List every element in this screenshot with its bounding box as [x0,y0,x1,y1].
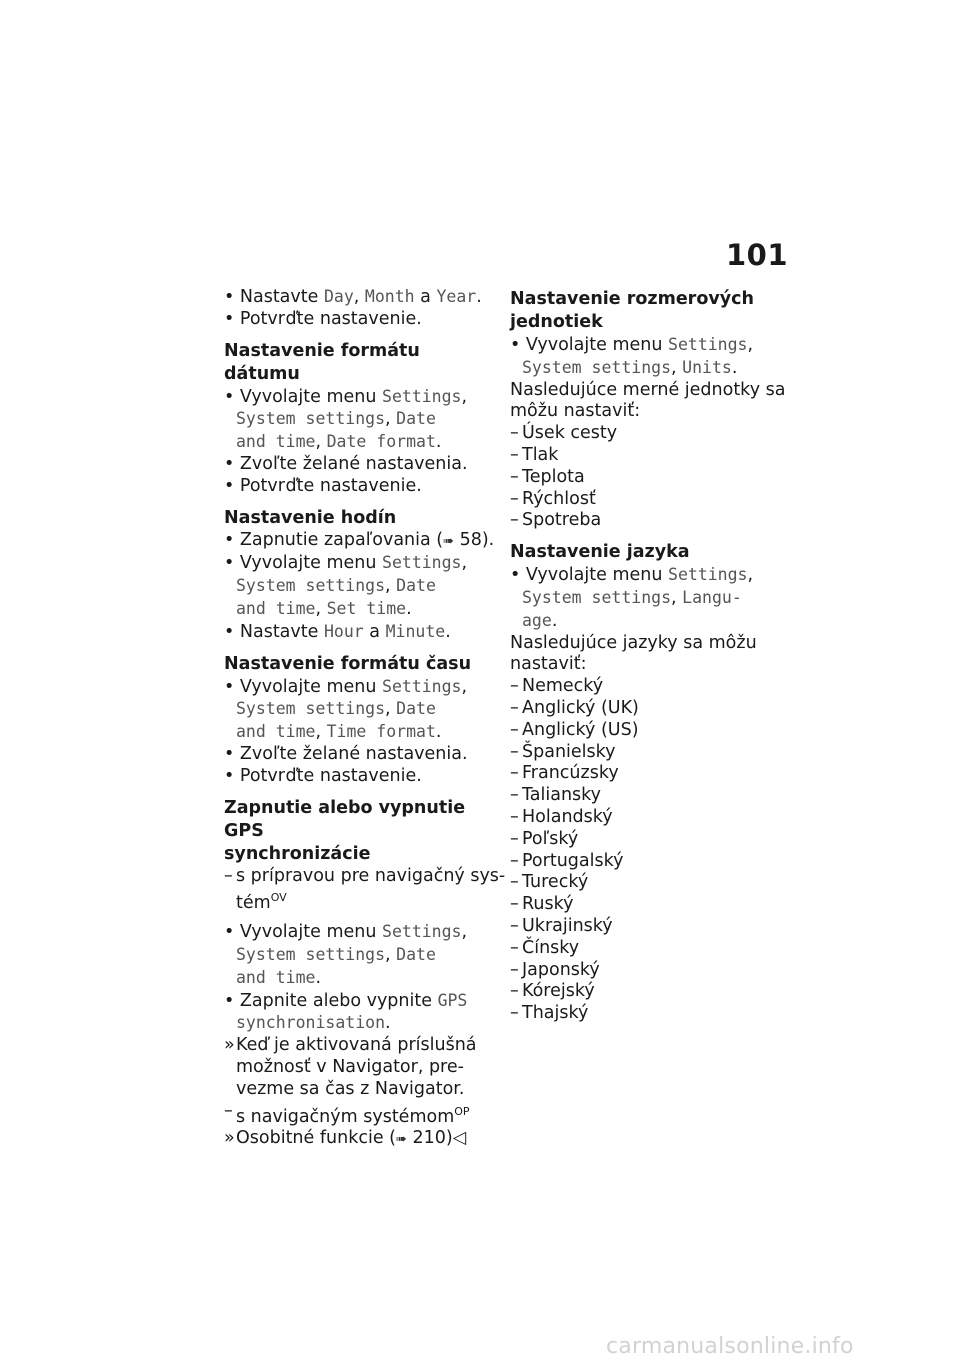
language-list-item: – Francúzsky [510,763,619,784]
language-list-item: – Ukrajinský [510,915,613,936]
language-intro: Nasledujúce jazyky sa môžu [510,632,757,653]
language-list-item: – Anglický (US) [510,719,639,740]
watermark: carmanualsonline.info [606,1334,854,1359]
heading-gps-sync-cont: synchronizácie [224,843,371,864]
option-badge-ov: OV [270,891,287,905]
unit-list-item: – Úsek cesty [510,423,618,444]
gps-condition-prep-cont: tém$^{OV}$ [236,891,287,914]
gps-step-1-cont: System settings, Date [236,944,436,965]
units-intro-cont: môžu nastaviť: [510,401,641,422]
date-format-step-1: • Vyvolajte menu Settings, [224,386,496,409]
month-value: Month [364,287,415,306]
heading-clock: Nastavenie hodín [224,507,397,528]
heading-language: Nastavenie jazyka [510,542,690,563]
language-list-item: – Holandský [510,806,613,827]
language-list-item: – Taliansky [510,785,602,806]
unit-list-item: – Tlak [510,444,559,465]
gps-step-2: • Zapnite alebo vypnite GPS [224,990,496,1013]
unit-list-item: – Teplota [510,466,585,487]
page-number: 101 [726,238,789,272]
languages-list [510,676,782,1025]
clock-step-2-cont: System settings, Date [236,576,436,597]
date-format-step-1-cont2: and time, Date format. [236,432,442,453]
unit-list-item: – Spotreba [510,510,602,531]
clock-step-2: • Vyvolajte menu Settings, [224,552,496,575]
language-list-item: – Poľský [510,828,579,849]
left-column [224,286,506,1151]
gps-step-2-cont: synchronisation. [236,1013,391,1034]
language-list-item: – Španielsky [510,741,616,762]
heading-units: Nastavenie rozmerových [510,289,754,309]
gps-step-1-cont2: and time. [236,967,322,988]
language-step-1: • Vyvolajte menu Settings, [510,564,782,587]
heading-date-format: Nastavenie formátu dátumu [224,340,420,384]
language-intro-cont: nastaviť: [510,654,587,675]
page-reference-arrow-icon: ➠ [395,1132,407,1148]
time-format-step-1-cont2: and time, Time format. [236,722,442,743]
option-badge-op: OP [454,1104,470,1118]
right-column [510,286,786,1025]
page-reference-arrow-icon: ➠ [443,533,455,549]
units-list [510,423,782,532]
year-value: Year [436,287,477,306]
gps-condition-nav: – s navigačným systémom$^{OP}$ [224,1100,470,1127]
date-format-step-3: • Potvrďte nastavenie. [224,476,496,498]
units-step-1: • Vyvolajte menu Settings, [510,334,782,357]
language-list-item: – Kórejský [510,981,595,1002]
language-list-item: – Nemecký [510,676,604,697]
date-format-step-1-cont: System settings, Date [236,409,436,430]
gps-result: » Keď je aktivovaná príslušná [224,1035,477,1056]
day-value: Day [323,287,354,306]
result-marker-icon: » [224,1128,235,1149]
date-format-step-2: • Zvoľte želané nastavenia. [224,454,496,476]
time-format-step-3: • Potvrďte nastavenie. [224,766,496,788]
heading-gps-sync: Zapnutie alebo vypnutie GPS [224,797,466,841]
gps-result-cont2: vezme sa čas z Navigator. [236,1078,465,1099]
units-step-1-cont: System settings, Units. [522,357,738,378]
set-date-values-step: • Nastavte Day, Month a Year. [224,286,496,309]
time-format-step-2: • Zvoľte želané nastavenia. [224,744,496,766]
gps-step-1: • Vyvolajte menu Settings, [224,921,496,944]
language-list-item: – Turecký [510,872,589,893]
gps-special-functions: » Osobitné funkcie (➠ 210)◁ [224,1128,467,1149]
language-list-item: – Anglický (UK) [510,697,639,718]
gps-condition-prep: – s prípravou pre navigačný sys- [224,865,506,886]
clock-step-1: • Zapnutie zapaľovania (➠ 58). [224,530,496,553]
time-format-step-1-cont: System settings, Date [236,699,436,720]
language-list-item: – Portugalský [510,850,624,871]
heading-units-cont: jednotiek [510,312,603,332]
language-list-item: – Čínsky [510,937,580,958]
gps-result-cont: možnosť v Navigator, pre- [236,1056,464,1077]
unit-list-item: – Rýchlosť [510,488,596,509]
clock-step-2-cont2: and time, Set time. [236,598,412,619]
language-step-1-cont: System settings, Langu- [522,587,742,608]
language-step-1-cont2: age. [522,610,558,631]
language-list-item: – Thajský [510,1003,589,1024]
end-of-section-icon: ◁ [452,1128,467,1149]
language-list-item: – Ruský [510,894,574,915]
clock-step-3: • Nastavte Hour a Minute. [224,621,496,644]
language-list-item: – Japonský [510,959,600,980]
units-intro: Nasledujúce merné jednotky sa [510,379,786,400]
heading-time-format: Nastavenie formátu času [224,653,472,674]
result-marker-icon: » [224,1035,235,1056]
confirm-step: • Potvrďte nastavenie. [224,309,496,331]
time-format-step-1: • Vyvolajte menu Settings, [224,676,496,699]
